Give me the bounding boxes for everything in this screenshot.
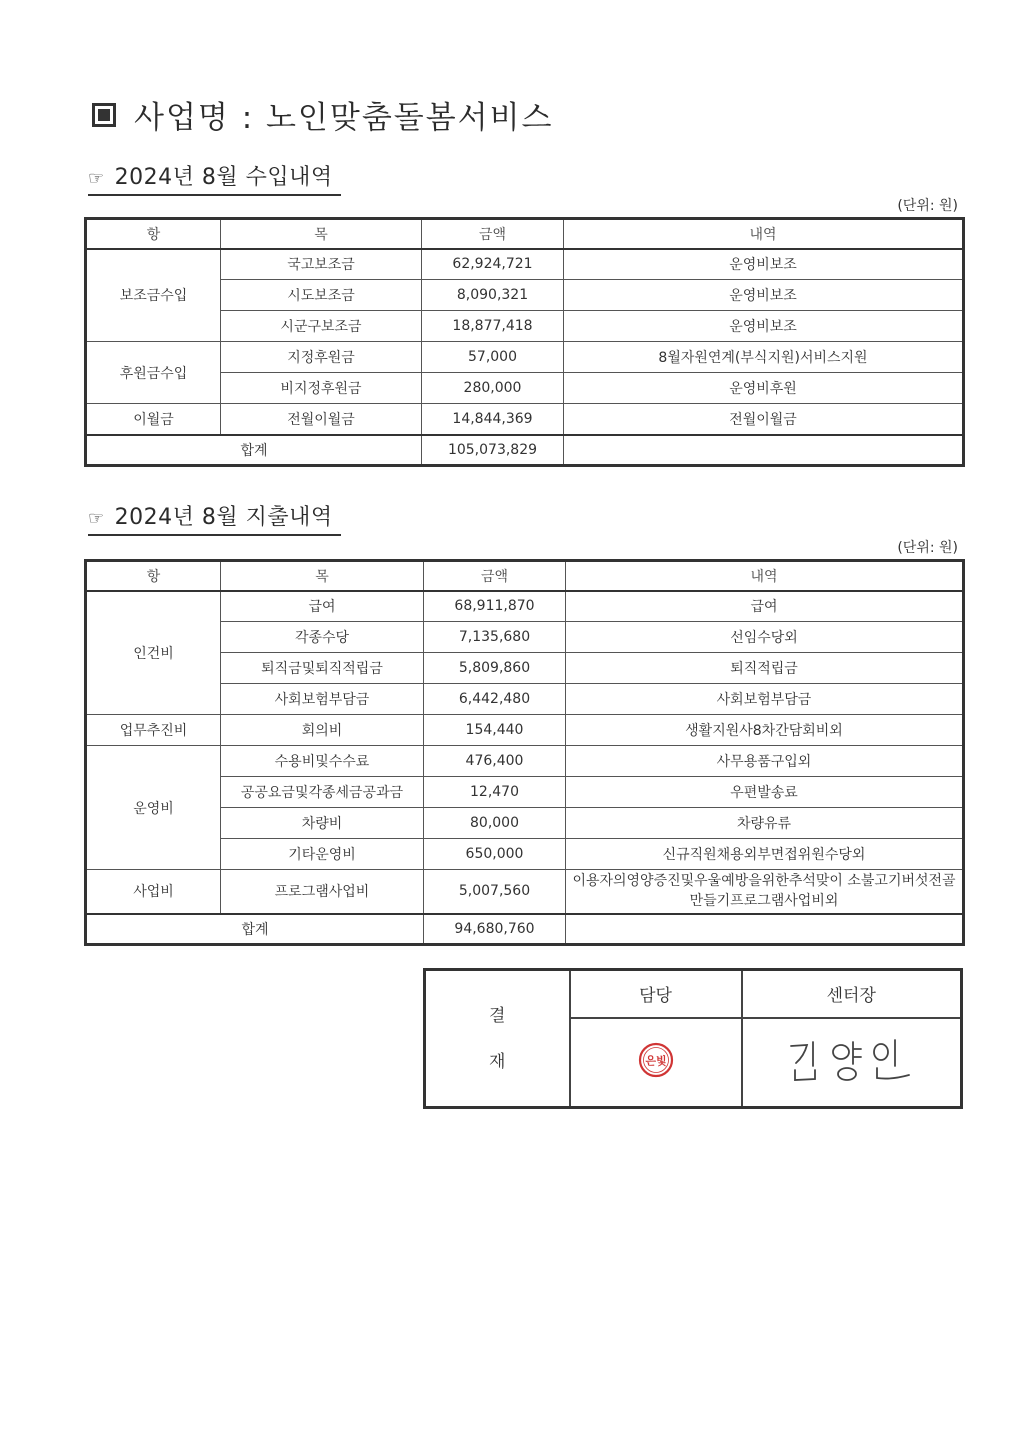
- item-cell: 급여: [221, 591, 424, 622]
- table-row: [86, 591, 964, 622]
- amount-cell: 5,809,860: [424, 653, 566, 684]
- amount-cell: 650,000: [424, 839, 566, 870]
- amount-cell: 6,442,480: [424, 684, 566, 715]
- page-title: [92, 92, 554, 137]
- detail-cell: 전월이월금: [564, 404, 964, 435]
- group-label: 보조금수입: [86, 249, 221, 342]
- total-label: 합계: [86, 435, 422, 466]
- amount-cell: 476,400: [424, 746, 566, 777]
- item-cell: 기타운영비: [221, 839, 424, 870]
- detail-cell: 퇴직적립금: [566, 653, 964, 684]
- total-amount: 105,073,829: [422, 435, 564, 466]
- approval-box: [423, 968, 963, 1109]
- item-cell: 국고보조금: [221, 249, 422, 280]
- group-label: 후원금수입: [86, 342, 221, 404]
- amount-cell: 57,000: [422, 342, 564, 373]
- detail-cell: 이용자의영양증진및우울예방을위한추석맞이 소불고기버섯전골만들기프로그램사업비외: [566, 870, 964, 914]
- detail-cell: 8월자원연계(부식지원)서비스지원: [564, 342, 964, 373]
- table-row: [86, 249, 964, 280]
- amount-cell: 280,000: [422, 373, 564, 404]
- detail-cell: 사회보험부담금: [566, 684, 964, 715]
- expense-unit: (단위: 원): [897, 540, 958, 556]
- expense-header-row: [86, 561, 964, 591]
- detail-cell: 차량유류: [566, 808, 964, 839]
- square-bullet-icon: [92, 103, 116, 127]
- item-cell: 회의비: [221, 715, 424, 746]
- approval-label-bottom: 재: [489, 1051, 506, 1072]
- amount-cell: 14,844,369: [422, 404, 564, 435]
- item-cell: 전월이월금: [221, 404, 422, 435]
- seal-stamp-icon: [636, 1040, 676, 1080]
- total-row: [86, 435, 964, 466]
- header-cell: 항: [86, 219, 221, 249]
- item-cell: 각종수당: [221, 622, 424, 653]
- svg-text:은빛: 은빛: [644, 1054, 667, 1068]
- approval-label: [425, 970, 570, 1108]
- header-cell: 금액: [424, 561, 566, 591]
- detail-cell: 운영비보조: [564, 280, 964, 311]
- expense-table: [84, 559, 965, 946]
- header-cell: 목: [221, 219, 422, 249]
- header-cell: 금액: [422, 219, 564, 249]
- income-heading: [88, 160, 341, 196]
- detail-cell: 운영비보조: [564, 249, 964, 280]
- group-label: 운영비: [86, 746, 221, 870]
- table-row: [86, 746, 964, 777]
- table-row: [86, 715, 964, 746]
- item-cell: 사회보험부담금: [221, 684, 424, 715]
- income-unit: (단위: 원): [897, 198, 958, 214]
- header-cell: 목: [221, 561, 424, 591]
- pointing-hand-icon: ☞: [88, 168, 105, 189]
- table-row: [86, 870, 964, 914]
- page-title-text: 사업명 : 노인맞춤돌봄서비스: [134, 100, 554, 136]
- approver-col-staff: 담당: [570, 970, 742, 1018]
- total-detail: [566, 914, 964, 945]
- amount-cell: 5,007,560: [424, 870, 566, 914]
- item-cell: 시도보조금: [221, 280, 422, 311]
- income-table: [84, 217, 965, 467]
- item-cell: 수용비및수수료: [221, 746, 424, 777]
- detail-cell: 선임수당외: [566, 622, 964, 653]
- item-cell: 비지정후원금: [221, 373, 422, 404]
- item-cell: 퇴직금및퇴직적립금: [221, 653, 424, 684]
- detail-cell: 우편발송료: [566, 777, 964, 808]
- income-heading-text: 2024년 8월 수입내역: [114, 165, 333, 190]
- item-cell: 공공요금및각종세금공과금: [221, 777, 424, 808]
- director-signature-cell: [742, 1018, 962, 1108]
- total-detail: [564, 435, 964, 466]
- group-label: 업무추진비: [86, 715, 221, 746]
- amount-cell: 154,440: [424, 715, 566, 746]
- table-row: [86, 404, 964, 435]
- detail-cell: 사무용품구입외: [566, 746, 964, 777]
- amount-cell: 62,924,721: [422, 249, 564, 280]
- expense-heading: [88, 500, 341, 536]
- detail-cell: 생활지원사8차간담회비외: [566, 715, 964, 746]
- header-cell: 항: [86, 561, 221, 591]
- detail-cell: 운영비보조: [564, 311, 964, 342]
- income-header-row: [86, 219, 964, 249]
- total-label: 합계: [86, 914, 424, 945]
- approver-col-director: 센터장: [742, 970, 962, 1018]
- group-label: 인건비: [86, 591, 221, 715]
- expense-heading-text: 2024년 8월 지출내역: [114, 505, 333, 530]
- staff-stamp-cell: [570, 1018, 742, 1108]
- item-cell: 지정후원금: [221, 342, 422, 373]
- detail-cell: 신규직원채용외부면접위원수당외: [566, 839, 964, 870]
- total-amount: 94,680,760: [424, 914, 566, 945]
- amount-cell: 18,877,418: [422, 311, 564, 342]
- amount-cell: 80,000: [424, 808, 566, 839]
- amount-cell: 12,470: [424, 777, 566, 808]
- amount-cell: 68,911,870: [424, 591, 566, 622]
- handwritten-signature: [771, 1030, 931, 1090]
- total-row: [86, 914, 964, 945]
- header-cell: 내역: [566, 561, 964, 591]
- approval-label-top: 결: [489, 1005, 506, 1026]
- item-cell: 시군구보조금: [221, 311, 422, 342]
- header-cell: 내역: [564, 219, 964, 249]
- detail-cell: 운영비후원: [564, 373, 964, 404]
- item-cell: 차량비: [221, 808, 424, 839]
- detail-cell: 급여: [566, 591, 964, 622]
- group-label: 이월금: [86, 404, 221, 435]
- item-cell: 프로그램사업비: [221, 870, 424, 914]
- group-label: 사업비: [86, 870, 221, 914]
- pointing-hand-icon: ☞: [88, 508, 105, 529]
- table-row: [86, 342, 964, 373]
- amount-cell: 7,135,680: [424, 622, 566, 653]
- amount-cell: 8,090,321: [422, 280, 564, 311]
